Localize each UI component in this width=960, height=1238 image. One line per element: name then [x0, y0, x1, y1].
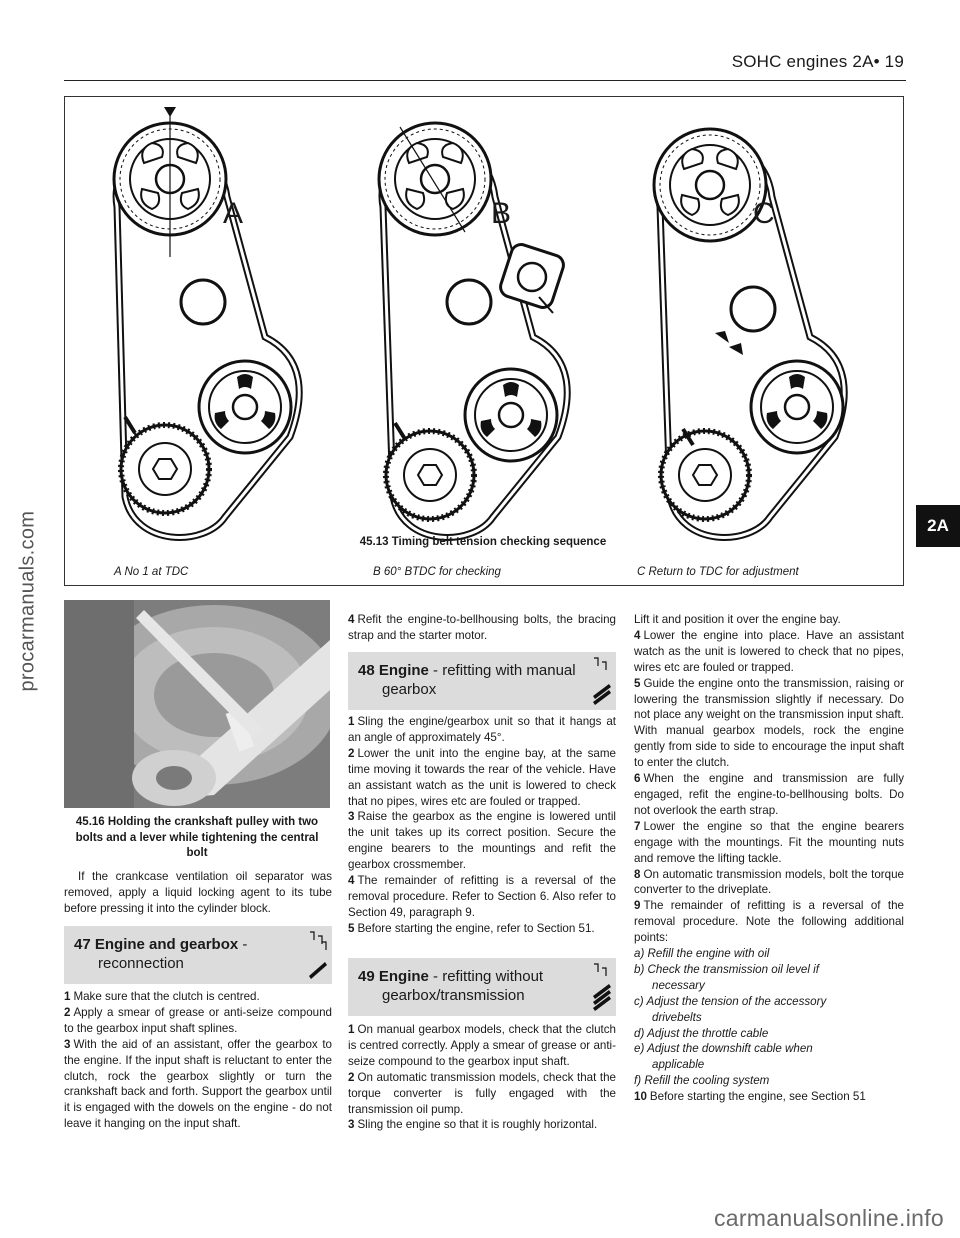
step-49-8: 8 On automatic transmission models, bolt the torque converter to the driveplate.	[634, 867, 904, 897]
section-48-subtitle-2: gearbox	[382, 681, 437, 698]
panel-label-a: A	[223, 197, 244, 230]
section-48-subtitle: - refitting with manual	[433, 662, 576, 679]
step-47-1: 1 Make sure that the clutch is centred.	[64, 990, 260, 1003]
figure-caption: 45.13 Timing belt tension checking sequence	[359, 536, 607, 548]
section-48-heading	[348, 652, 616, 710]
chapter-tab: 2A	[916, 505, 960, 547]
figure-sub-c: C Return to TDC for adjustment	[637, 566, 799, 578]
section-49-subtitle: - refitting without	[433, 968, 544, 985]
step-49-3: 3 Sling the engine so that it is roughly horizontal.	[348, 1118, 598, 1132]
watermark-left: procarmanuals.com	[16, 510, 39, 692]
column-3	[634, 612, 904, 1105]
difficulty-wrench-icon	[590, 962, 612, 1012]
step-47-2: 2 Apply a smear of grease or anti-seize compound to the gearbox input shaft splines.	[64, 1005, 332, 1035]
list-item: e) Adjust the downshift cable when applicable	[634, 1042, 813, 1072]
step-47-4: 4 Refit the engine-to-bellhousing bolts, the bracing strap and the starter motor.	[348, 613, 616, 642]
section-49-subtitle-2: gearbox/transmission	[382, 987, 525, 1004]
step-49-1: 1 On manual gearbox models, check that the clutch is centred correctly. Apply a smear of grease or anti-seize compound to the gearbox input shaft.	[348, 1023, 616, 1068]
list-item: d) Adjust the throttle cable	[634, 1026, 769, 1040]
crankshaft-photo	[64, 600, 330, 808]
step-48-2: 2 Lower the unit into the engine bay, at the same time moving it towards the rear of the vehicle. Have an assistant watch as the unit is lowered to check that no pipes, wires etc are fouled or trapped.	[348, 746, 616, 808]
column-2-section-49	[348, 1022, 616, 1133]
header-divider	[64, 80, 906, 81]
section-49-title: Engine	[378, 968, 429, 985]
list-item: a) Refill the engine with oil	[634, 947, 770, 961]
panel-a-diagram	[114, 107, 299, 537]
step-49-4: 4 Lower the engine into place. Have an assistant watch as the unit is lowered to check that no pipes, wires etc are fouled or trapped.	[634, 628, 904, 674]
step-48-1: 1 Sling the engine/gearbox unit so that it hangs at an angle of approximately 45°.	[348, 715, 616, 744]
panel-label-c: C	[753, 197, 775, 230]
timing-belt-figure	[64, 96, 904, 586]
section-48-title: Engine	[378, 662, 429, 679]
figure-sub-b: B 60° BTDC for checking	[373, 566, 501, 578]
intro-paragraph: If the crankcase ventilation oil separator was removed, apply a liquid locking agent to its tube before pressing it into the cylinder block.	[64, 870, 332, 915]
list-item: c) Adjust the tension of the accessory drivebelts	[634, 994, 827, 1024]
difficulty-wrench-icon	[590, 656, 612, 706]
step-48-3: 3 Raise the gearbox as the engine is lowered until the unit takes up its correct position. Secure the engine bearers to the mountings and refit the gearbox crossmember.	[348, 810, 616, 872]
timing-belt-diagram	[65, 97, 903, 585]
photo-caption: 45.16 Holding the crankshaft pulley with two bolts and a lever while tightening the central bolt	[75, 816, 319, 860]
section-47-number: 47	[74, 936, 91, 953]
section-47-subtitle: reconnection	[98, 955, 184, 972]
list-item: b) Check the transmission oil level if necessary	[634, 962, 819, 992]
panel-b-diagram	[379, 123, 567, 537]
step-47-3: 3 With the aid of an assistant, offer the gearbox to the engine. If the input shaft is reluctant to enter the clutch, rock the gearbox slightly or turn the crankshaft back and forth. Support the gearbox until it is engaged with the dowels on the engine - do not leave it hanging on the input shaft.	[64, 1037, 332, 1131]
watermark-bottom: carmanualsonline.info	[713, 1205, 944, 1231]
column-1-intro	[64, 869, 332, 917]
step-48-5: 5 Before starting the engine, refer to Section 51.	[348, 921, 595, 935]
section-49-number: 49	[358, 968, 375, 985]
step-49-9: 9 The remainder of refitting is a reversal of the removal procedure. Note the following additional points:	[634, 899, 904, 945]
column-1-steps	[64, 989, 332, 1132]
section-49-heading	[348, 958, 616, 1016]
step-48-4: 4 The remainder of refitting is a reversal of the removal procedure. Refer to Section 6. Also refer to Section 49, paragraph 9.	[348, 874, 616, 919]
column-2-top	[348, 612, 616, 644]
continuation-text: Lift it and position it over the engine bay.	[634, 613, 841, 626]
list-item: f) Refill the cooling system	[634, 1074, 770, 1088]
page-header: SOHC engines 2A• 19	[731, 52, 904, 71]
section-47-heading: 47 Engine and gearbox - reconnection	[64, 926, 332, 984]
step-49-2: 2 On automatic transmission models, check that the torque converter is fully engaged with the transmission oil pump.	[348, 1070, 616, 1116]
section-47-title: Engine and gearbox	[94, 936, 239, 953]
step-49-10: 10 Before starting the engine, see Section 51	[634, 1090, 866, 1104]
figure-sub-a: A No 1 at TDC	[114, 566, 189, 578]
column-2-section-48	[348, 714, 616, 937]
step-49-7: 7 Lower the engine so that the engine bearers engage with the mountings. Fit the mounting nuts and remove the lifting tackle.	[634, 819, 904, 865]
panel-c-diagram	[654, 129, 844, 537]
difficulty-wrench-icon	[306, 930, 328, 980]
step-49-6: 6 When the engine and transmission are fully engaged, refit the engine-to-bellhousing bolts. Do not overlook the earth strap.	[634, 772, 904, 817]
panel-label-b: B	[491, 197, 512, 230]
section-48-number: 48	[358, 662, 375, 679]
step-49-5: 5 Guide the engine onto the transmission, raising or lowering the transmission slightly if necessary. Do not place any weight on the transmission input shaft. With manual gearbox models, rock the engine gently from side to side to encourage the input shaft to enter the clutch.	[634, 676, 904, 770]
